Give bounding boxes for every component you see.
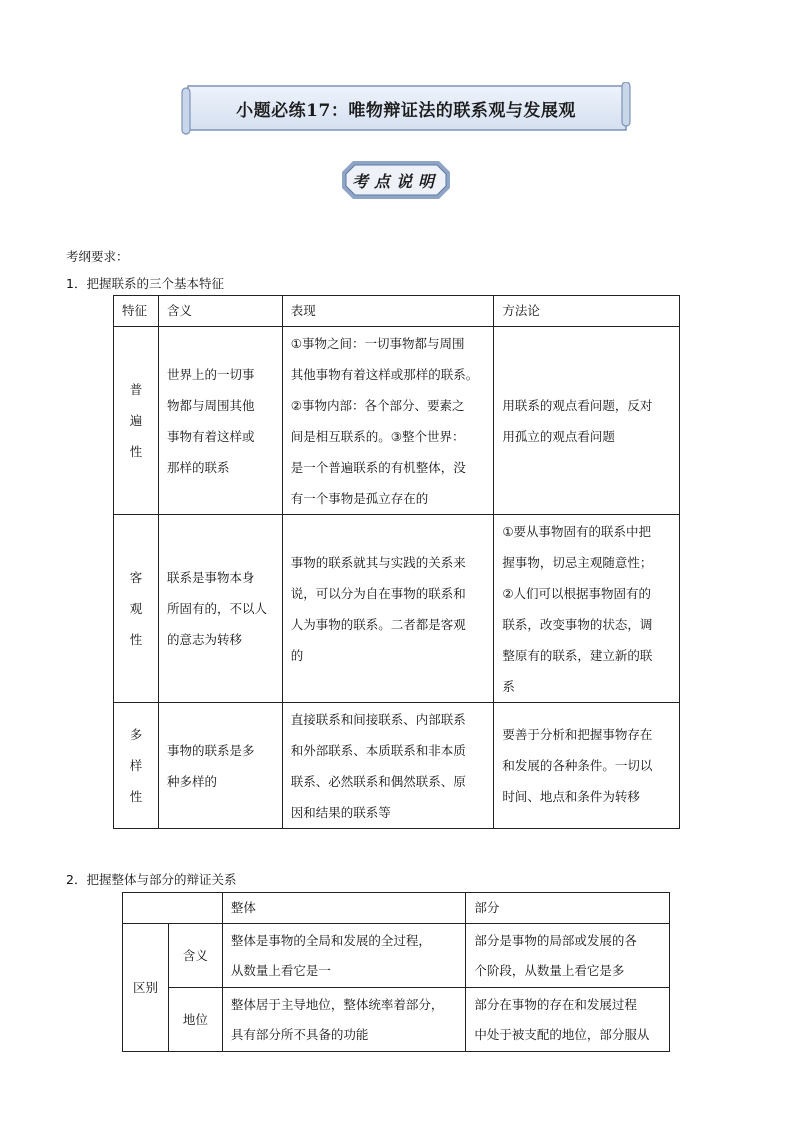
syllabus-label: 考纲要求： (66, 249, 129, 264)
methodology-cell: 要善于分析和把握事物存在 和发展的各种条件。一切以 时间、地点和条件为转移 (494, 703, 680, 829)
section1-heading: 1．把握联系的三个基本特征 (66, 276, 224, 291)
column-header: 含义 (158, 296, 282, 327)
methodology-cell: 用联系的观点看问题，反对 用孤立的观点看问题 (494, 327, 680, 515)
connection-features-table (113, 295, 680, 829)
badge-label: 考点说明 (351, 172, 440, 191)
column-header: 整体 (222, 893, 466, 924)
table-row (114, 515, 680, 703)
feature-cell: 客 观 性 (114, 515, 159, 703)
page-title: 小题必练17：唯物辩证法的联系观与发展观 (236, 101, 576, 121)
part-cell: 部分在事物的存在和发展过程 中处于被支配的地位，部分服从 (466, 988, 670, 1052)
table-row (114, 703, 680, 829)
table-row (114, 327, 680, 515)
methodology-cell: ①要从事物固有的联系中把 握事物，切忌主观随意性； ②人们可以根据事物固有的 联系，改变事物的状态，调 整原有的联系，建立新的联 系 (494, 515, 680, 703)
row-label-cell: 地位 (168, 988, 222, 1052)
table-header-row (114, 296, 680, 327)
group-label-cell: 区别 (123, 924, 169, 1052)
feature-cell: 多 样 性 (114, 703, 159, 829)
column-header: 特征 (114, 296, 159, 327)
section-badge (341, 160, 451, 200)
meaning-cell: 世界上的一切事 物都与周围其他 事物有着这样或 那样的联系 (158, 327, 282, 515)
title-banner (180, 82, 632, 136)
table-row (123, 924, 670, 988)
manifestation-cell: ①事物之间：一切事物都与周围 其他事物有着这样或那样的联系。 ②事物内部：各个部分、要素之 间是相互联系的。③整个世界： 是一个普遍联系的有机整体，没 有一个事物是孤立存在的 (282, 327, 494, 515)
row-label-cell: 含义 (168, 924, 222, 988)
whole-part-table (122, 892, 670, 1052)
table-header-row (123, 893, 670, 924)
section2-heading: 2．把握整体与部分的辩证关系 (66, 872, 237, 887)
part-cell: 部分是事物的局部或发展的各 个阶段，从数量上看它是多 (466, 924, 670, 988)
manifestation-cell: 直接联系和间接联系、内部联系 和外部联系、本质联系和非本质 联系、必然联系和偶然联系、原 因和结果的联系等 (282, 703, 494, 829)
table-row (123, 988, 670, 1052)
column-header: 方法论 (494, 296, 680, 327)
whole-cell: 整体居于主导地位，整体统率着部分， 具有部分所不具备的功能 (222, 988, 466, 1052)
meaning-cell: 事物的联系是多 种多样的 (158, 703, 282, 829)
column-header: 表现 (282, 296, 494, 327)
empty-header-cell (123, 893, 223, 924)
whole-cell: 整体是事物的全局和发展的全过程， 从数量上看它是一 (222, 924, 466, 988)
feature-cell: 普 遍 性 (114, 327, 159, 515)
meaning-cell: 联系是事物本身 所固有的，不以人 的意志为转移 (158, 515, 282, 703)
manifestation-cell: 事物的联系就其与实践的关系来 说，可以分为自在事物的联系和 人为事物的联系。二者都是客观 的 (282, 515, 494, 703)
column-header: 部分 (466, 893, 670, 924)
